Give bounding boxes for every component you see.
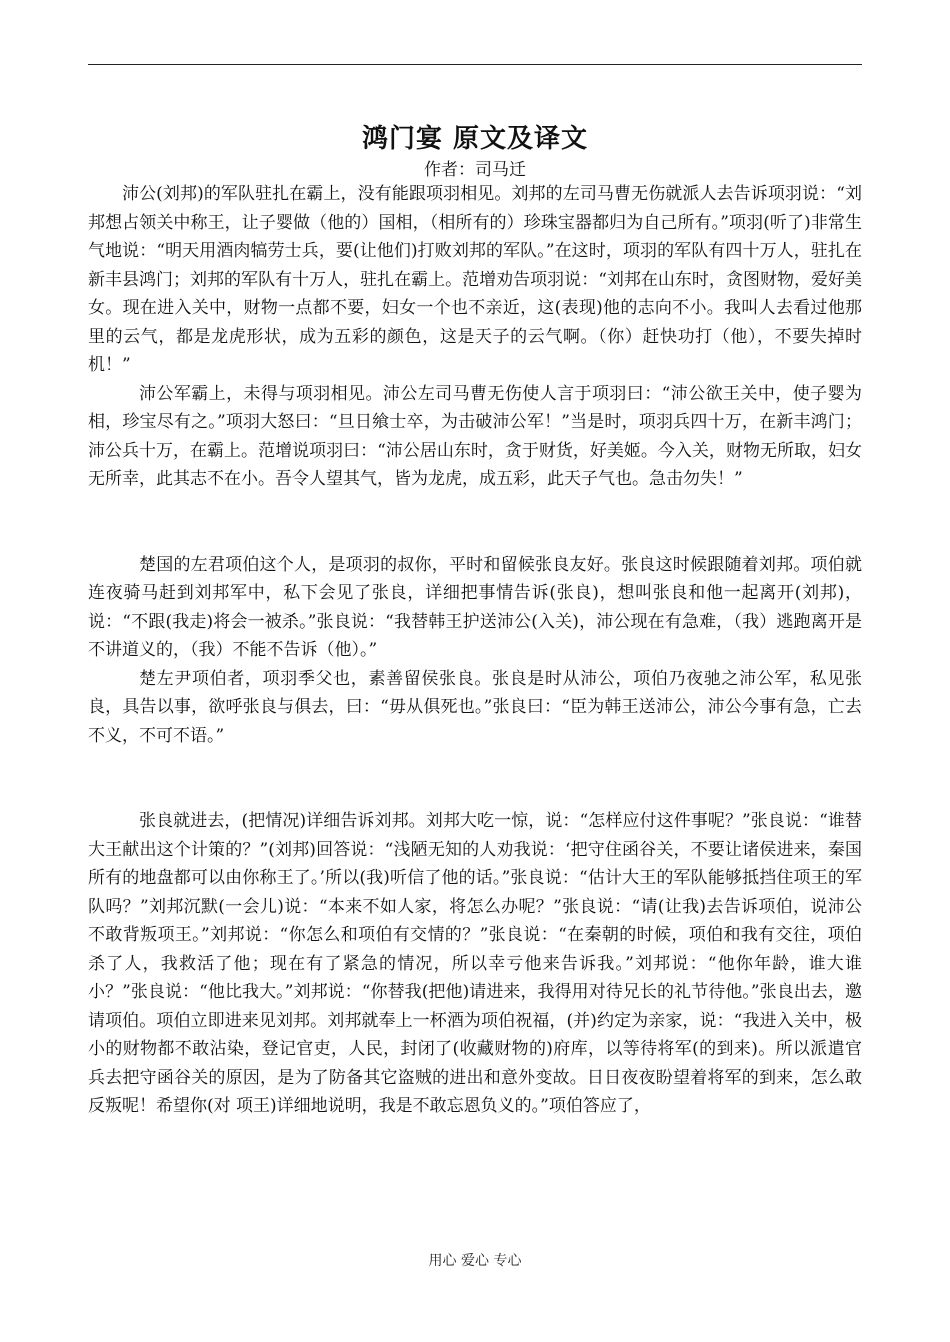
paragraph-translation-1: 沛公(刘邦)的军队驻扎在霸上，没有能跟项羽相见。刘邦的左司马曹无伤就派人去告诉项羽说：“刘邦想占领关中称王，让子婴做（他的）国相，（相所有的）珍珠宝器都归为自己所有。”项羽(听了)非常生气地说：“明天用酒肉犒劳士兵，要(让他们)打败刘邦的军队。”在这时，项羽的军队有四十万人，驻扎在新丰县鸿门；刘邦的军队有十万人，驻扎在霸上。范增劝告项羽说：“刘邦在山东时，贪图财物，爱好美女。现在进入关中，财物一点都不要，妇女一个也不亲近，这(表现)他的志向不小。我叫人去看过他那里的云气，都是龙虎形状，成为五彩的颜色，这是天子的云气啊。（你）赶快功打（他），不要失掉时机！” <box>88 184 862 375</box>
paragraph-original-1: 沛公军霸上，未得与项羽相见。沛公左司马曹无伤使人言于项羽曰：“沛公欲王关中，使子婴为相，珍宝尽有之。”项羽大怒曰：“旦日飨士卒，为击破沛公军！”当是时，项羽兵四十万，在新丰鸿门；沛公兵十万，在霸上。范增说项羽曰：“沛公居山东时，贪于财货，好美姬。今入关，财物无所取，妇女无所幸，此其志不在小。吾令人望其气，皆为龙虎，成五彩，此天子气也。急击勿失！” <box>88 383 862 489</box>
paragraph-original-2: 楚左尹项伯者，项羽季父也，素善留侯张良。张良是时从沛公，项伯乃夜驰之沛公军，私见张良，具告以事，欲呼张良与俱去，曰：“毋从俱死也。”张良曰：“臣为韩王送沛公，沛公今事有急，亡去不义，不可不语。” <box>88 668 862 746</box>
document-title: 鸿门宴 原文及译文 <box>361 124 589 154</box>
page-footer: 用心 爱心 专心 <box>428 1253 522 1269</box>
document-body <box>88 180 862 1121</box>
paragraph-translation-3: 张良就进去，(把情况)详细告诉刘邦。刘邦大吃一惊，说：“怎样应付这件事呢？”张良说：“谁替大王献出这个计策的？”(刘邦)回答说：“浅陋无知的人劝我说：‘把守住函谷关，不要让诸侯进来，秦国所有的地盘都可以由你称王了。’所以(我)听信了他的话。”张良说：“估计大王的军队能够抵挡住项王的军队吗？”刘邦沉默(一会儿)说：“本来不如人家，将怎么办呢？”张良说：“请(让我)去告诉项伯，说沛公不敢背叛项王。”刘邦说：“你怎么和项伯有交情的？”张良说：“在秦朝的时候，项伯和我有交往，项伯杀了人，我救活了他；现在有了紧急的情况，所以幸亏他来告诉我。”刘邦说：“他你年龄，谁大谁小？”张良说：“他比我大。”刘邦说：“你替我(把他)请进来，我得用对待兄长的礼节待他。”张良出去，邀请项伯。项伯立即进来见刘邦。刘邦就奉上一杯酒为项伯祝福，(并)约定为亲家，说：“我进入关中，极小的财物都不敢沾染，登记官吏，人民，封闭了(收藏财物的)府库，以等待将军(的到来)。所以派遣官兵去把守函谷关的原因，是为了防备其它盗贼的进出和意外变故。日日夜夜盼望着将军的到来，怎么敢反叛呢！希望你(对 项王)详细地说明，我是不敢忘恩负义的。”项伯答应了， <box>88 811 862 1116</box>
paragraph-gap <box>88 750 862 807</box>
paragraph-gap <box>88 494 862 551</box>
document-author: 作者：司马迁 <box>424 160 526 180</box>
header-rule <box>88 64 862 65</box>
paragraph-translation-2: 楚国的左君项伯这个人，是项羽的叔你，平时和留候张良友好。张良这时候跟随着刘邦。项伯就连夜骑马赶到刘邦军中，私下会见了张良，详细把事情告诉(张良)，想叫张良和他一起离开(刘邦)，说：“不跟(我走)将会一被杀。”张良说：“我替韩王护送沛公(入关)，沛公现在有急难，（我）逃跑离开是不讲道义的，（我）不能不告诉（他）。” <box>88 554 862 660</box>
